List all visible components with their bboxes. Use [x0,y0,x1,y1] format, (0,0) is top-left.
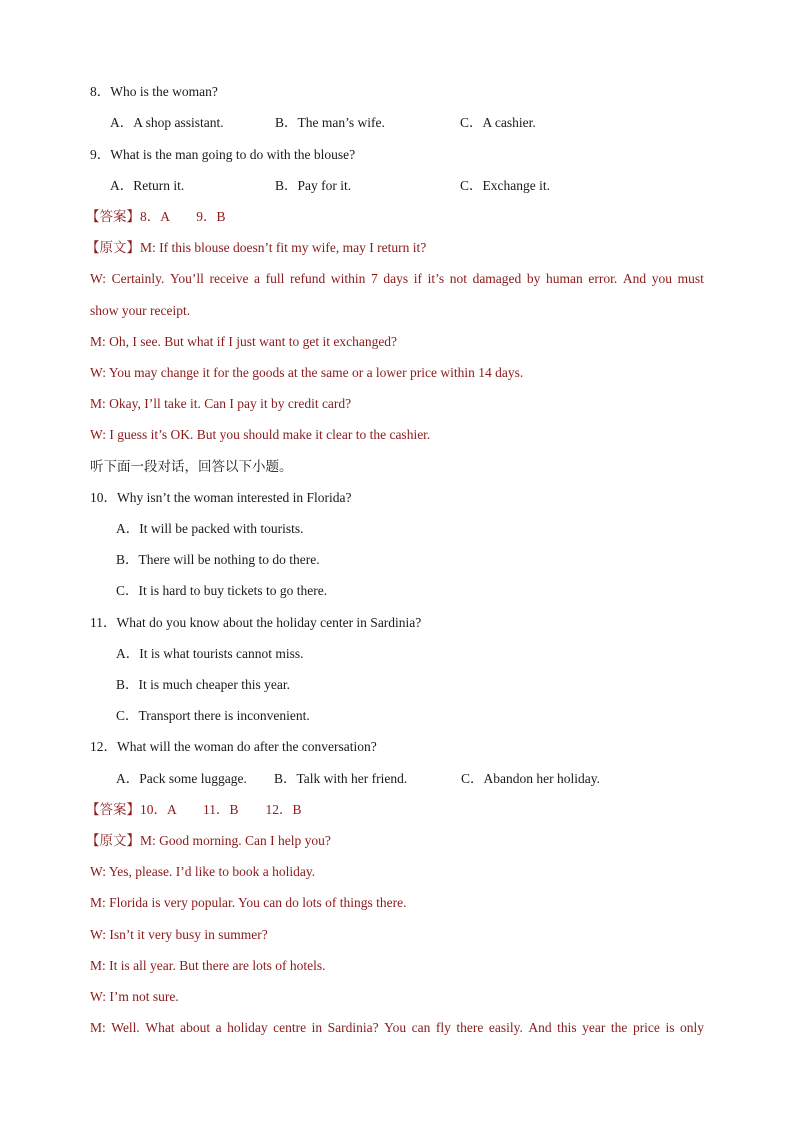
question-12-option-c: C．Abandon her holiday. [461,771,600,786]
question-10-option-c: C．It is hard to buy tickets to go there. [116,583,328,598]
question-9-stem: 9．What is the man going to do with the blouse? [90,147,356,162]
question-10-option-b: B．There will be nothing to do there. [116,552,320,567]
transcript-1-line-3: M: Oh, I see. But what if I just want to get it exchanged? [90,334,398,349]
transcript-text: M: Good morning. Can I help you? [140,833,331,848]
transcript-1-line-1: W: Certainly. You’ll receive a full refund within 7 days if it’s not damaged by human error. And you must [90,271,704,286]
transcript-1-line-6: W: I guess it’s OK. But you should make it clear to the cashier. [90,427,431,442]
question-9-option-a: A．Return it. [110,178,185,193]
transcript-tag: 【原文】 [86,833,140,849]
question-9-option-b: B．Pay for it. [275,178,352,193]
transcript-2-line-5: W: I’m not sure. [90,989,179,1004]
transcript-2-line-3: W: Isn’t it very busy in summer? [90,927,268,942]
answer-tag: 【答案】 [86,209,140,225]
transcript-1-line-5: M: Okay, I’ll take it. Can I pay it by credit card? [90,396,352,411]
question-10-option-a: A．It will be packed with tourists. [116,521,304,536]
transcript-tag: 【原文】 [86,240,140,256]
answer-text: 10．A 11．B 12．B [140,802,302,817]
transcript-2-first-line [86,832,331,850]
transcript-1-line-4: W: You may change it for the goods at the same or a lower price within 14 days. [90,365,524,380]
answer-text: 8．A 9．B [140,209,226,224]
answer-tag: 【答案】 [86,802,140,818]
question-12-option-b: B．Talk with her friend. [274,771,408,786]
question-11-option-a: A．It is what tourists cannot miss. [116,646,304,661]
question-9-option-c: C．Exchange it. [460,178,550,193]
question-11-stem: 11．What do you know about the holiday center in Sardinia? [90,615,422,630]
question-8-option-a: A．A shop assistant. [110,115,224,130]
transcript-1-first-line [86,239,426,257]
transcript-2-line-1: W: Yes, please. I’d like to book a holiday. [90,864,316,879]
answer-line-1 [86,208,226,226]
answer-line-2 [86,801,302,819]
section-intro: 听下面一段对话，回答以下小题。 [90,459,293,475]
question-10-stem: 10．Why isn’t the woman interested in Florida? [90,490,352,505]
transcript-2-line-2: M: Florida is very popular. You can do lots of things there. [90,895,407,910]
question-8-stem: 8．Who is the woman? [90,84,218,99]
question-11-option-b: B．It is much cheaper this year. [116,677,290,692]
question-12-option-a: A．Pack some luggage. [116,771,247,786]
question-11-option-c: C．Transport there is inconvenient. [116,708,310,723]
question-12-stem: 12．What will the woman do after the conversation? [90,739,377,754]
transcript-text: M: If this blouse doesn’t fit my wife, may I return it? [140,240,427,255]
question-8-option-c: C．A cashier. [460,115,536,130]
transcript-2-line-4: M: It is all year. But there are lots of hotels. [90,958,326,973]
transcript-1-line-2: show your receipt. [90,303,191,318]
question-8-option-b: B．The man’s wife. [275,115,385,130]
transcript-2-line-6: M: Well. What about a holiday centre in Sardinia? You can fly there easily. And this year the price is only [90,1020,704,1035]
